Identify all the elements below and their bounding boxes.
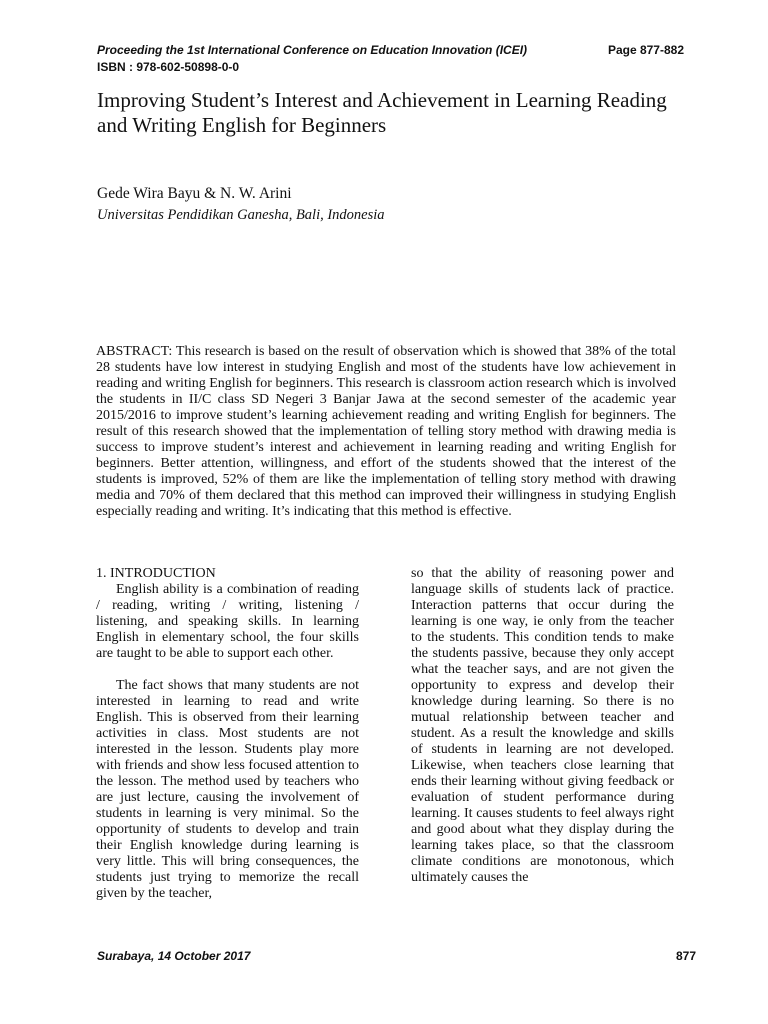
body-paragraph: English ability is a combination of reading / reading, writing / writing, listening / listening, and speaking skills. In learning English in elementary school, the four skills are taught to be able to support each other. bbox=[96, 582, 359, 661]
author-list: Gede Wira Bayu & N. W. Arini bbox=[97, 185, 292, 202]
page-range: Page 877-882 bbox=[607, 43, 684, 57]
body-column-left bbox=[96, 566, 359, 902]
paper-title: Improving Student’s Interest and Achievement in Learning Reading and Writing English for Beginners bbox=[97, 88, 667, 137]
isbn: ISBN : 978-602-50898-0-0 bbox=[97, 60, 240, 74]
author-affiliation: Universitas Pendidikan Ganesha, Bali, Indonesia bbox=[97, 207, 385, 223]
body-paragraph: The fact shows that many students are not interested in learning to read and write English. This is observed from their learning activities in class. Most students are not interested in the lesson. Students play more with friends and show less focused attention to the lesson. The method used by teachers who are just lecture, causing the involvement of students in learning is very minimal. So the opportunity of students to develop and train their English knowledge during learning is very little. This will bring consequences, the students just trying to memorize the recall given by the teacher, bbox=[96, 678, 359, 901]
footer-page-number: 877 bbox=[675, 949, 696, 963]
section-heading-introduction: 1. INTRODUCTION bbox=[96, 566, 216, 581]
footer-place-date: Surabaya, 14 October 2017 bbox=[97, 949, 251, 963]
body-paragraph: so that the ability of reasoning power and language skills of students lack of practice. Interaction patterns that occur during the learning is one way, ie only from the teacher to the students. This condition tends to make the students passive, because they only accept what the teacher says, and are not given the opportunity to express and develop their knowledge during learning. So there is no mutual relationship between teacher and student. As a result the knowledge and skills of students in learning are not developed. Likewise, when teachers close learning that ends their learning without giving feedback or evaluation of student performance during learning. It causes students to feel always right and good about what they display during the learning takes place, so that the classroom climate conditions are monotonous, which ultimately causes the bbox=[411, 566, 674, 885]
abstract: ABSTRACT: This research is based on the result of observation which is showed that 38% of the total 28 students have low interest in studying English and most of the students have low achievement in reading and writing English for beginners. This research is classroom action research which is involved the students in II/C class SD Negeri 3 Banjar Jawa at the second semester of the academic year 2015/2016 to improve student’s learning achievement reading and writing English for beginners. The result of this research showed that the implementation of telling story method with drawing media is success to improve student’s interest and achievement in learning reading and writing English for beginners. Better attention, willingness, and effort of the students showed that the interest of the students is improved, 52% of them are like the implementation of telling story method with drawing media and 70% of them declared that this method can improved their willingness in studying English especially reading and writing. It’s indicating that this method is effective. bbox=[96, 344, 676, 519]
body-column-right bbox=[411, 566, 674, 886]
conference-name: Proceeding the 1st International Conference on Education Innovation (ICEI) bbox=[97, 43, 528, 57]
